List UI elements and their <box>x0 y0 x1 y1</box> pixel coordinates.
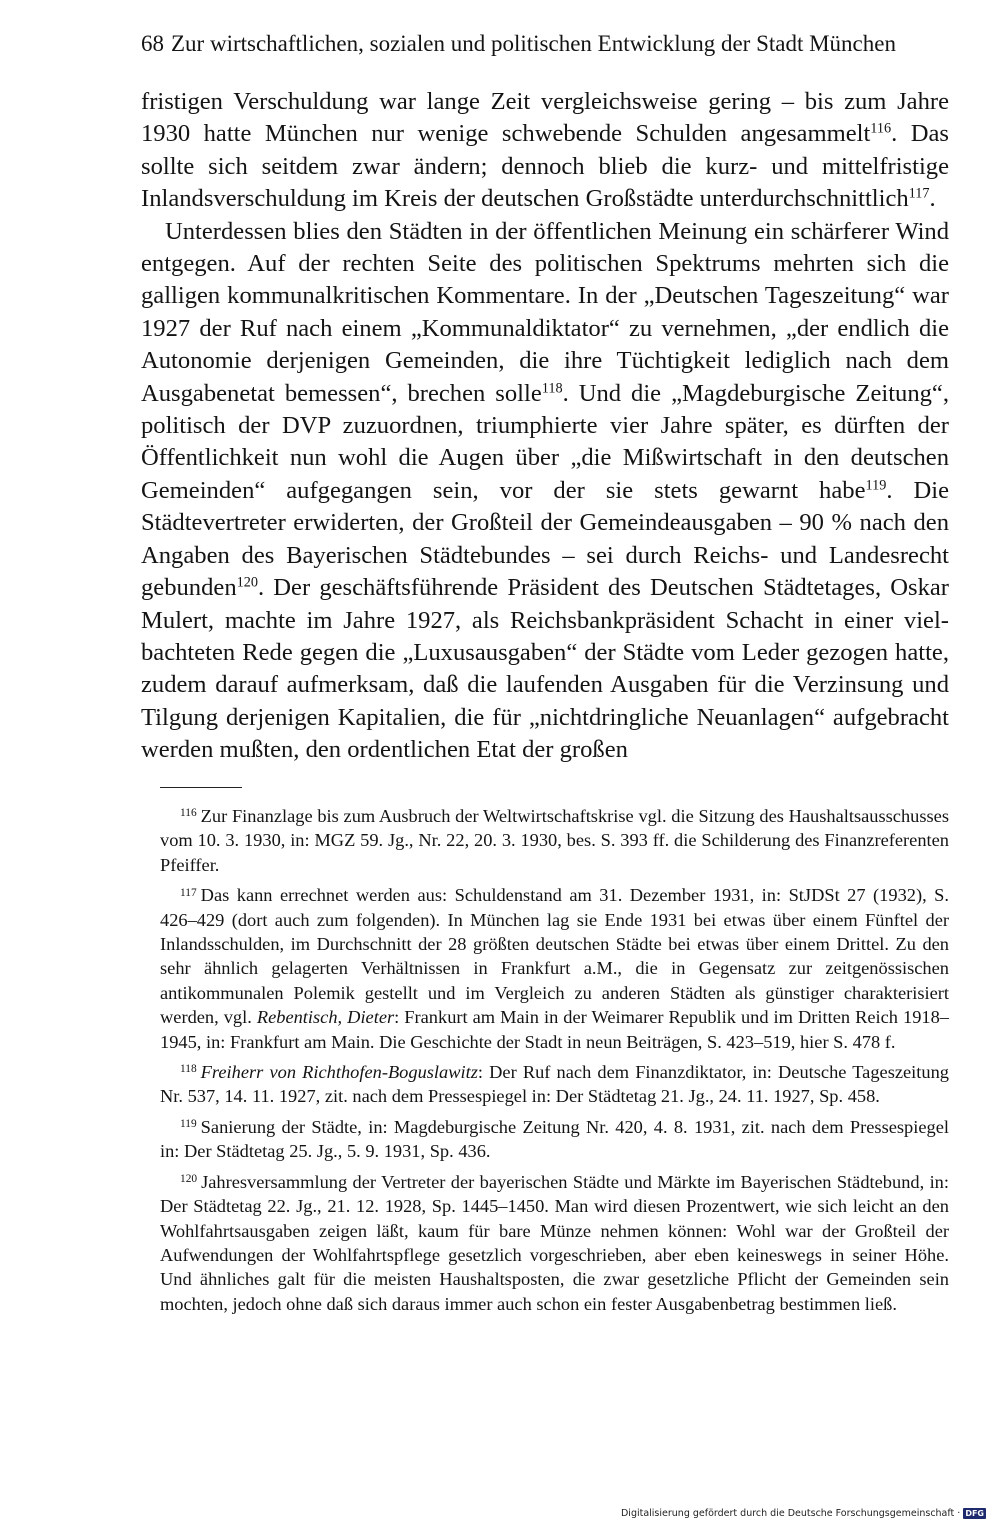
text-run: . <box>929 185 936 213</box>
digitization-credit <box>606 1506 986 1520</box>
text-run: . Das sollte sich seitdem zwar ändern; dennoch blieb die kurz- und mittelfristige Inlandsverschuldung im Kreis der deutschen Großstädte unterdurchschnittlich <box>141 120 950 213</box>
main-text <box>141 86 949 767</box>
text-run: . Und die „Magdeburgische Zeitung“, politisch der DVP zuzuordnen, triumphierte vier Jahre später, es dürften der Öffentlichkeit nun wohl die Augen über „die Mißwirtschaft in den deutschen Gemeinden“ aufgegangen sein, vor der sie stets gewarnt habe <box>141 379 949 504</box>
footnote-number: 116 <box>180 807 197 820</box>
footnote-author: Rebentisch, Dieter <box>256 1007 395 1028</box>
footnote-number: 117 <box>180 886 197 899</box>
text-run: . Die Städtevertreter erwiderten, der Großteil der Gemeindeausgaben – 90 % nach den Angaben des Bayerischen Städtebundes – sei durch Reichs- und Landesrecht gebunden <box>141 476 949 602</box>
footnote-119 <box>160 1115 949 1164</box>
footnote-text: : Frankurt am Main in der Weimarer Republik und im Dritten Reich 1918–1945, in: Frankfurt am Main. Die Geschichte der Stadt in neun Beiträgen, S. 423–519, hier S. 478 f. <box>160 1007 949 1052</box>
footnote-text: Sanierung der Städte, in: Magdeburgische Zeitung Nr. 420, 4. 8. 1931, zit. nach dem Pressespiegel in: Der Städtetag 25. Jg., 5. 9. 1931, Sp. 436. <box>160 1116 949 1162</box>
dfg-logo: DFG <box>965 1508 984 1518</box>
footnote-ref-118[interactable]: 118 <box>541 380 563 397</box>
running-header <box>141 28 949 60</box>
paragraph-1 <box>141 86 949 216</box>
footnote-ref-117[interactable]: 117 <box>908 185 930 202</box>
footnote-ref-116[interactable]: 116 <box>870 120 892 137</box>
footnote-separator <box>160 787 242 788</box>
footnote-ref-119[interactable]: 119 <box>865 477 887 494</box>
footnote-117 <box>160 883 949 1054</box>
footnote-text: Zur Finanzlage bis zum Ausbruch der Weltwirtschaftskrise vgl. die Sitzung des Haushaltsausschusses vom 10. 3. 1930, in: MGZ 59. Jg., Nr. 22, 20. 3. 1930, bes. S. 393 ff. die Schilderung des Finanzreferenten Pfeiffer. <box>160 806 949 875</box>
footnotes <box>160 804 949 1322</box>
page-number: 68 <box>141 31 164 56</box>
footnote-number: 119 <box>180 1118 197 1131</box>
running-title: Zur wirtschaftlichen, sozialen und politischen Entwicklung der Stadt München <box>171 31 896 56</box>
footnote-author: Freiherr von Richthofen-Boguslawitz <box>200 1062 478 1083</box>
footnote-text: Jahresversammlung der Vertreter der bayerischen Städte und Märkte im Bayerischen Städtebund, in: Der Städtetag 22. Jg., 21. 12. 1928, Sp. 1445–1450. Man wird diesen Prozentwert, wie sich leicht an den Wohlfahrtsausgaben zeigen läßt, kaum für bare Münze nehmen können: Wohl war der Großteil der Aufwendungen der Wohlfahrtspflege gesetzlich vorgeschrieben, aber eben keineswegs in seiner Höhe. Und ähnliches galt für die meisten Haushaltsposten, die zwar gesetzliche Pflicht der Gemeinden sein mochten, jedoch ohne daß sich daraus immer auch schon ein fester Ausgabenbetrag bestimmen ließ. <box>160 1171 949 1314</box>
footnote-number: 118 <box>180 1063 197 1076</box>
footnote-120 <box>160 1170 949 1316</box>
footnote-118 <box>160 1060 949 1109</box>
footnote-116 <box>160 804 949 877</box>
footnote-number: 120 <box>180 1172 198 1185</box>
text-run: fristigen Verschuldung war lange Zeit vergleichsweise gering – bis zum Jahre 1930 hatte München nur wenige schwebende Schulden angesammelt <box>141 88 949 148</box>
paragraph-2 <box>141 216 949 767</box>
credit-text: Digitalisierung gefördert durch die Deutsche Forschungsgemeinschaft · <box>620 1507 961 1519</box>
text-run: . Der geschäftsführende Präsident des Deutschen Städtetages, Oskar Mulert, machte im Jahre 1927, als Reichsbankpräsident Schacht in einer vielbachteten Rede gegen die „Luxusausgaben“ der Städte vom Leder gezogen hatte, zudem darauf aufmerksam, daß die laufenden Ausgaben für die Verzinsung und Tilgung derjenigen Kapitalien, die für „nichtdringliche Neuanlagen“ aufgebracht werden mußten, den ordentlichen Etat der großen <box>141 574 949 764</box>
text-run: Unterdessen blies den Städten in der öffentlichen Meinung ein schärferer Wind entgegen. Auf der rechten Seite des politischen Spektrums mehrten sich die galligen kommunalkritischen Kommentare. In der „Deutschen Tageszeitung“ war 1927 der Ruf nach einem „Kommunaldiktator“ zu vernehmen, „der endlich die Autonomie derjenigen Gemeinden, die ihre Tüchtigkeit lediglich nach dem Ausgabenetat bemessen“, brechen solle <box>141 217 949 407</box>
footnote-ref-120[interactable]: 120 <box>236 574 258 591</box>
footnote-text: Das kann errechnet werden aus: Schuldenstand am 31. Dezember 1931, in: StJDSt 27 (1932), S. 426–429 (dort auch zum folgenden). In München lag sie Ende 1931 bei etwas über einem Fünftel der Inlandsschulden, im Durchschnitt der 28 größten deutschen Städte bei etwas über einem Drittel. Zu den sehr ähnlich gelagerten Verhältnissen in Frankfurt a.M., die in Gegensatz zur zeitgenössischen antikommunalen Polemik gestellt und im Vergleich zu anderen Städten als günstiger charakterisiert werden, vgl. <box>160 885 949 1028</box>
footnote-text: : Der Ruf nach dem Finanzdiktator, in: Deutsche Tageszeitung Nr. 537, 14. 11. 1927, zit. nach dem Pressespiegel in: Der Städtetag 21. Jg., 24. 11. 1927, Sp. 458. <box>160 1062 949 1107</box>
